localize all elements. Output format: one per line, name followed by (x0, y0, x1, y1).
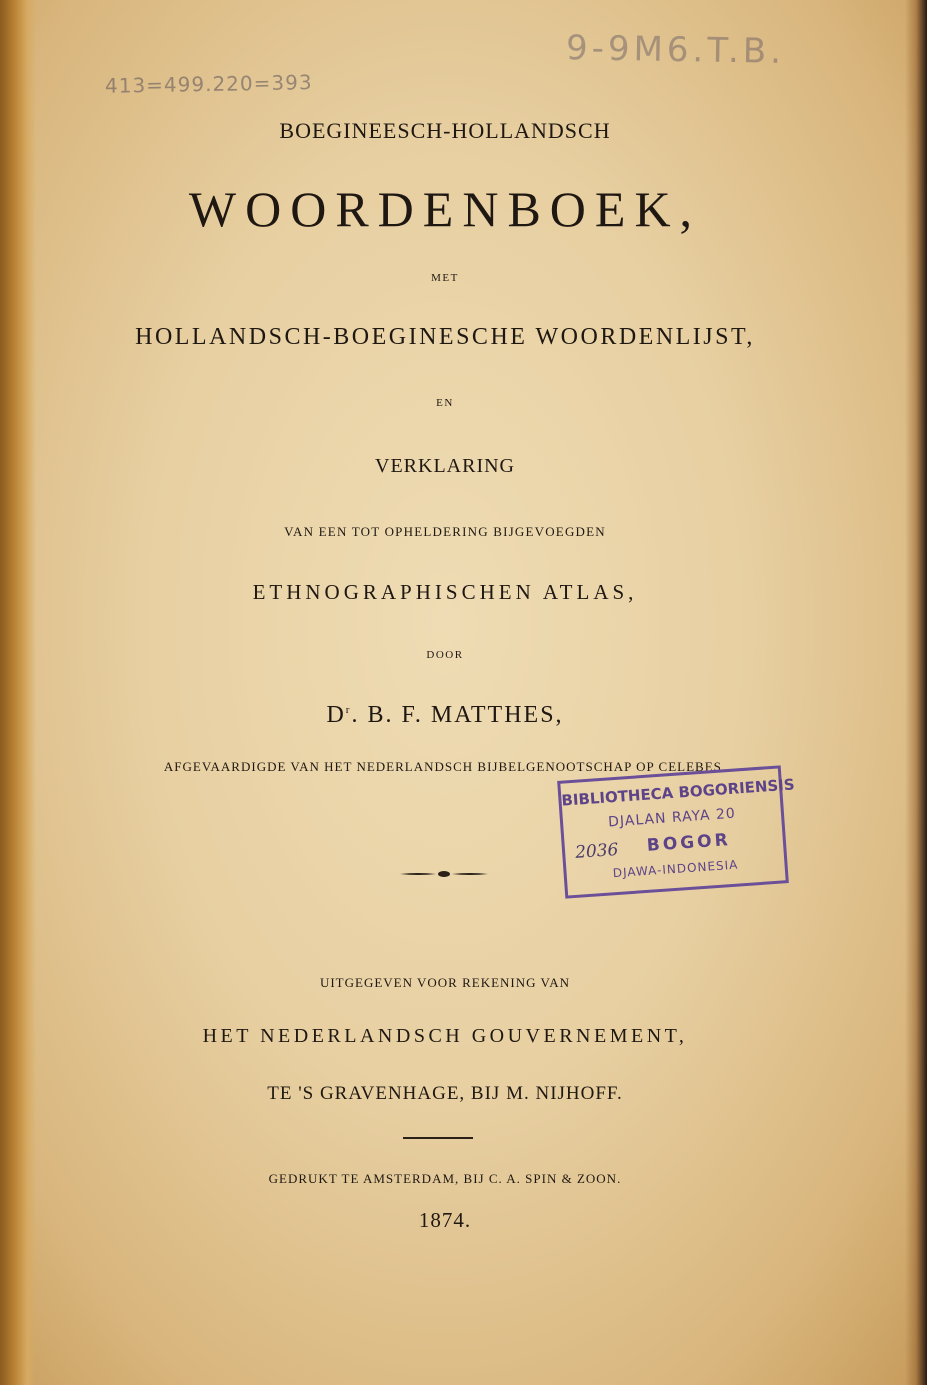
printer-line: GEDRUKT TE AMSTERDAM, BIJ C. A. SPIN & ZOON. (268, 1171, 622, 1186)
handwritten-note-left: 413=499.220=393 (104, 70, 313, 98)
handwritten-note-right: 9-9M6.T.B. (565, 28, 786, 72)
ornament-divider (398, 868, 490, 880)
author-superscript: r (345, 704, 352, 716)
horizontal-rule (403, 1137, 473, 1139)
author-name (0, 702, 890, 729)
stamp-handwritten-number: 2036 (574, 839, 620, 863)
library-stamp (557, 765, 796, 898)
publisher-line: TE 'S GRAVENHAGE, BIJ M. NIJHOFF. (267, 1083, 623, 1104)
connector-en: EN (436, 397, 454, 409)
page-right-edge (905, 0, 927, 1385)
government-name: HET NEDERLANDSCH GOUVERNEMENT, (202, 1025, 688, 1047)
stamp-city: BOGOR (646, 830, 732, 856)
subtitle-wordlist: HOLLANDSCH-BOEGINESCHE WOORDENLIJST, (135, 324, 755, 350)
author-affiliation: AFGEVAARDIGDE VAN HET NEDERLANDSCH BIJBELGENOOTSCHAP OP CELEBES. (163, 759, 727, 774)
subtitle-verklaring: VERKLARING (375, 455, 515, 477)
subtitle-van: VAN EEN TOT OPHELDERING BIJGEVOEGDEN (284, 524, 606, 539)
subtitle-atlas: ETHNOGRAPHISCHEN ATLAS, (252, 580, 638, 604)
main-title: WOORDENBOEK, (188, 181, 702, 237)
connector-met: MET (431, 272, 459, 284)
stamp-country: DJAWA-INDONESIA (612, 857, 739, 881)
author-prefix: D (326, 702, 346, 728)
author-initials: . B. F. MATTHES, (351, 702, 564, 728)
connector-door: DOOR (426, 649, 464, 661)
publication-year: 1874. (418, 1208, 472, 1232)
title-language-line: BOEGINEESCH-HOLLANDSCH (279, 118, 611, 143)
stamp-library-name: BIBLIOTHECA BOGORIENSIS (560, 775, 796, 810)
stamp-address: DJALAN RAYA 20 (607, 805, 737, 831)
published-for-label: UITGEGEVEN VOOR REKENING VAN (319, 975, 571, 990)
